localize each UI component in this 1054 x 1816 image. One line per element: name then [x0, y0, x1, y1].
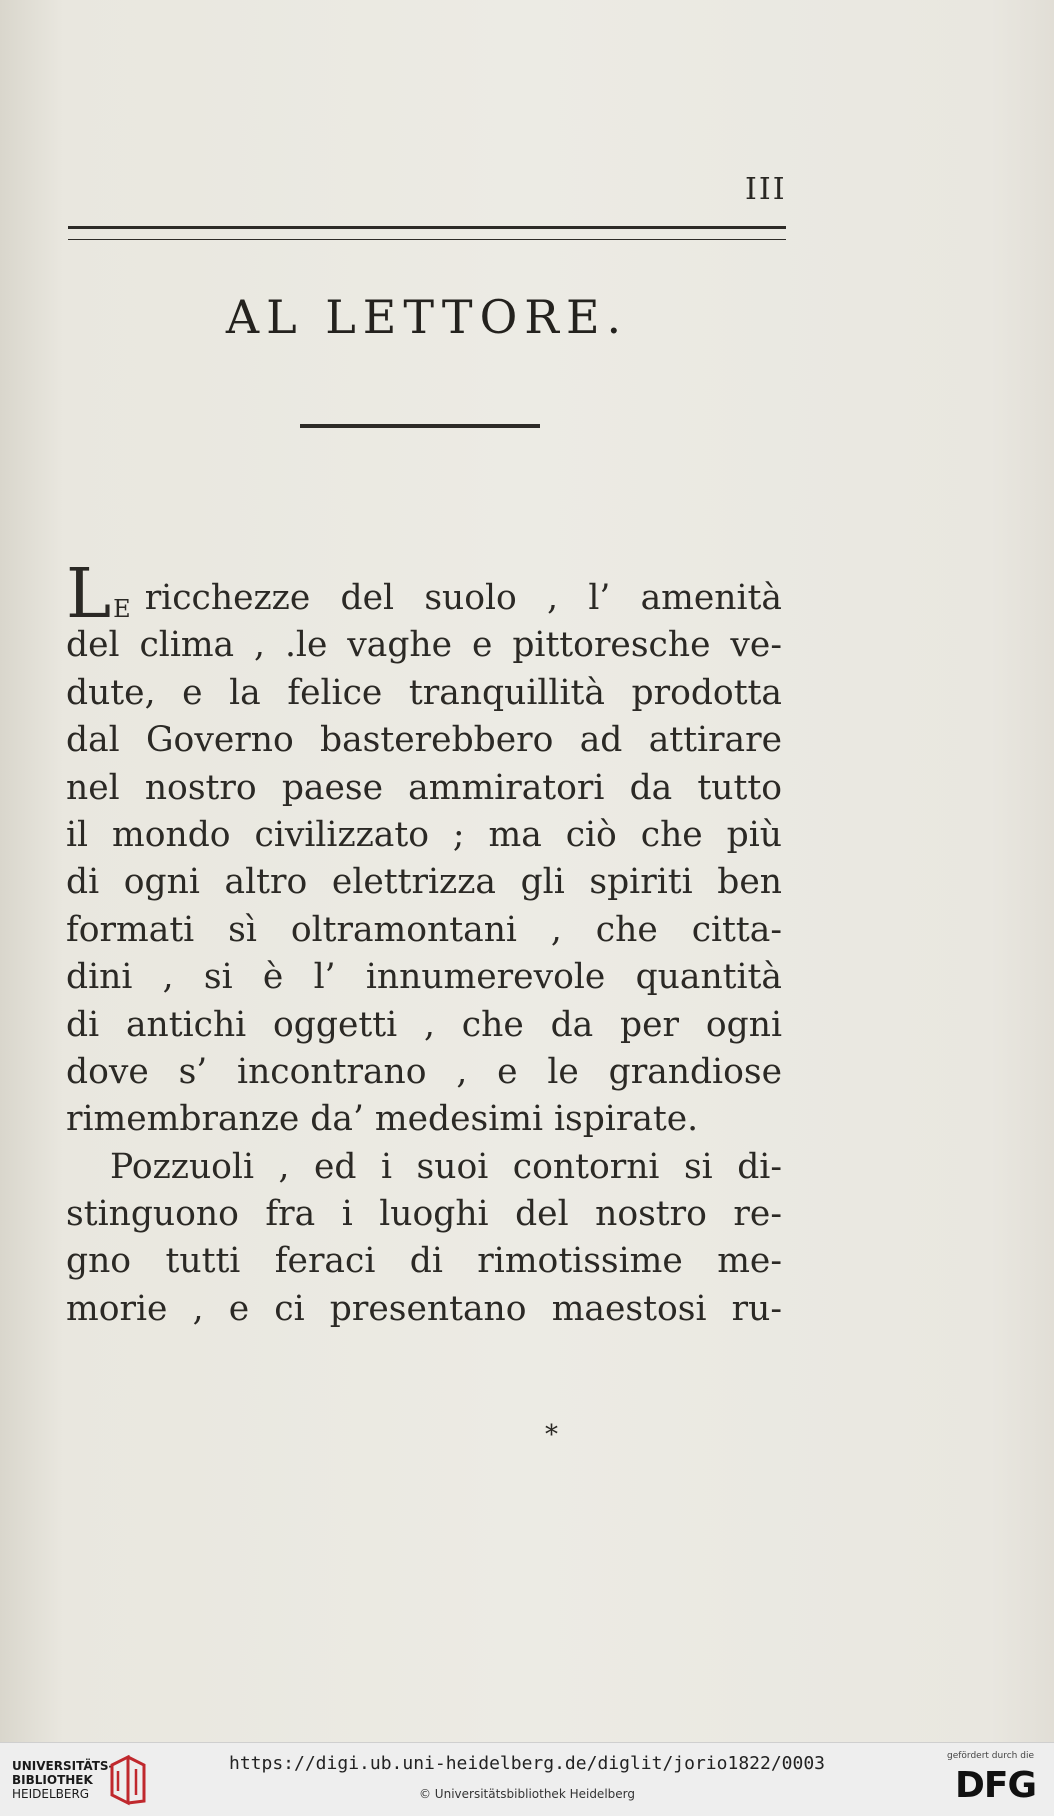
- text-line: [66, 717, 782, 764]
- text-line: [66, 765, 782, 812]
- text-line: [66, 1049, 782, 1096]
- text-line: [66, 1144, 782, 1191]
- text-line: [66, 1191, 782, 1238]
- text-line-content: di ogni altro elettrizza gli spiriti ben: [66, 862, 782, 903]
- text-line-content: il mondo civilizzato ; ma ciò che più: [66, 814, 782, 855]
- text-line-content: rimembranze da’ medesimi ispirate.: [66, 1099, 699, 1140]
- text-line-content: Pozzuoli , ed i suoi contorni si di-: [110, 1146, 782, 1187]
- text-line: [66, 1238, 782, 1285]
- signature-mark: *: [545, 1420, 558, 1450]
- text-line-content: stinguono fra i luoghi del nostro re-: [66, 1194, 782, 1235]
- drop-cap: L: [66, 555, 112, 634]
- library-name-line3: HEIDELBERG: [12, 1787, 90, 1801]
- text-line-content: dove s’ incontrano , e le grandiose: [66, 1051, 782, 1092]
- text-line-content: dute, e la felice tranquillità prodotta: [66, 672, 782, 713]
- library-name-line1: UNIVERSITÄTS-: [12, 1759, 114, 1773]
- text-line: [66, 622, 782, 669]
- text-line: [66, 812, 782, 859]
- text-line: [66, 670, 782, 717]
- page-number: III: [745, 172, 787, 207]
- text-line-content: nel nostro paese ammiratori da tutto: [66, 767, 782, 808]
- text-line-content: ricchezze del suolo , l’ amenità: [144, 578, 782, 618]
- chapter-heading: AL LETTORE.: [225, 290, 629, 344]
- first-word: [66, 555, 131, 634]
- copyright-notice: © Universitätsbibliothek Heidelberg: [418, 1787, 635, 1801]
- text-line: [66, 907, 782, 954]
- text-line-content: dini , si è l’ innumerevole quantità: [66, 957, 782, 998]
- permalink-url[interactable]: https://digi.ub.uni-heidelberg.de/diglit/jorio1822/0003: [228, 1753, 826, 1774]
- text-line-content: di antichi oggetti , che da per ogni: [66, 1004, 782, 1045]
- text-line-content: gno tutti feraci di rimotissime me-: [66, 1241, 782, 1282]
- viewer-footer: [0, 1742, 1054, 1816]
- text-line-content: formati sì oltramontani , che citta-: [66, 909, 782, 950]
- text-line: [66, 555, 782, 634]
- heading-underline-rule: [300, 424, 540, 428]
- drop-cap-rest: E: [113, 595, 131, 623]
- funder-label: gefördert durch die: [947, 1751, 1034, 1761]
- dfg-logo[interactable]: DFG: [954, 1765, 1036, 1806]
- text-line: [66, 859, 782, 906]
- text-line-content: del clima , .le vaghe e pittoresche ve-: [66, 625, 782, 666]
- text-line: [66, 1096, 782, 1143]
- text-line-content: dal Governo basterebbero ad attirare: [66, 720, 782, 761]
- text-line: [66, 1286, 782, 1333]
- text-line: [66, 1002, 782, 1049]
- header-double-rule: [68, 226, 786, 240]
- body-text: [66, 555, 782, 1333]
- text-line-content: morie , e ci presentano maestosi ru-: [66, 1288, 782, 1329]
- text-line: [66, 954, 782, 1001]
- library-name-line2: BIBLIOTHEK: [12, 1773, 93, 1787]
